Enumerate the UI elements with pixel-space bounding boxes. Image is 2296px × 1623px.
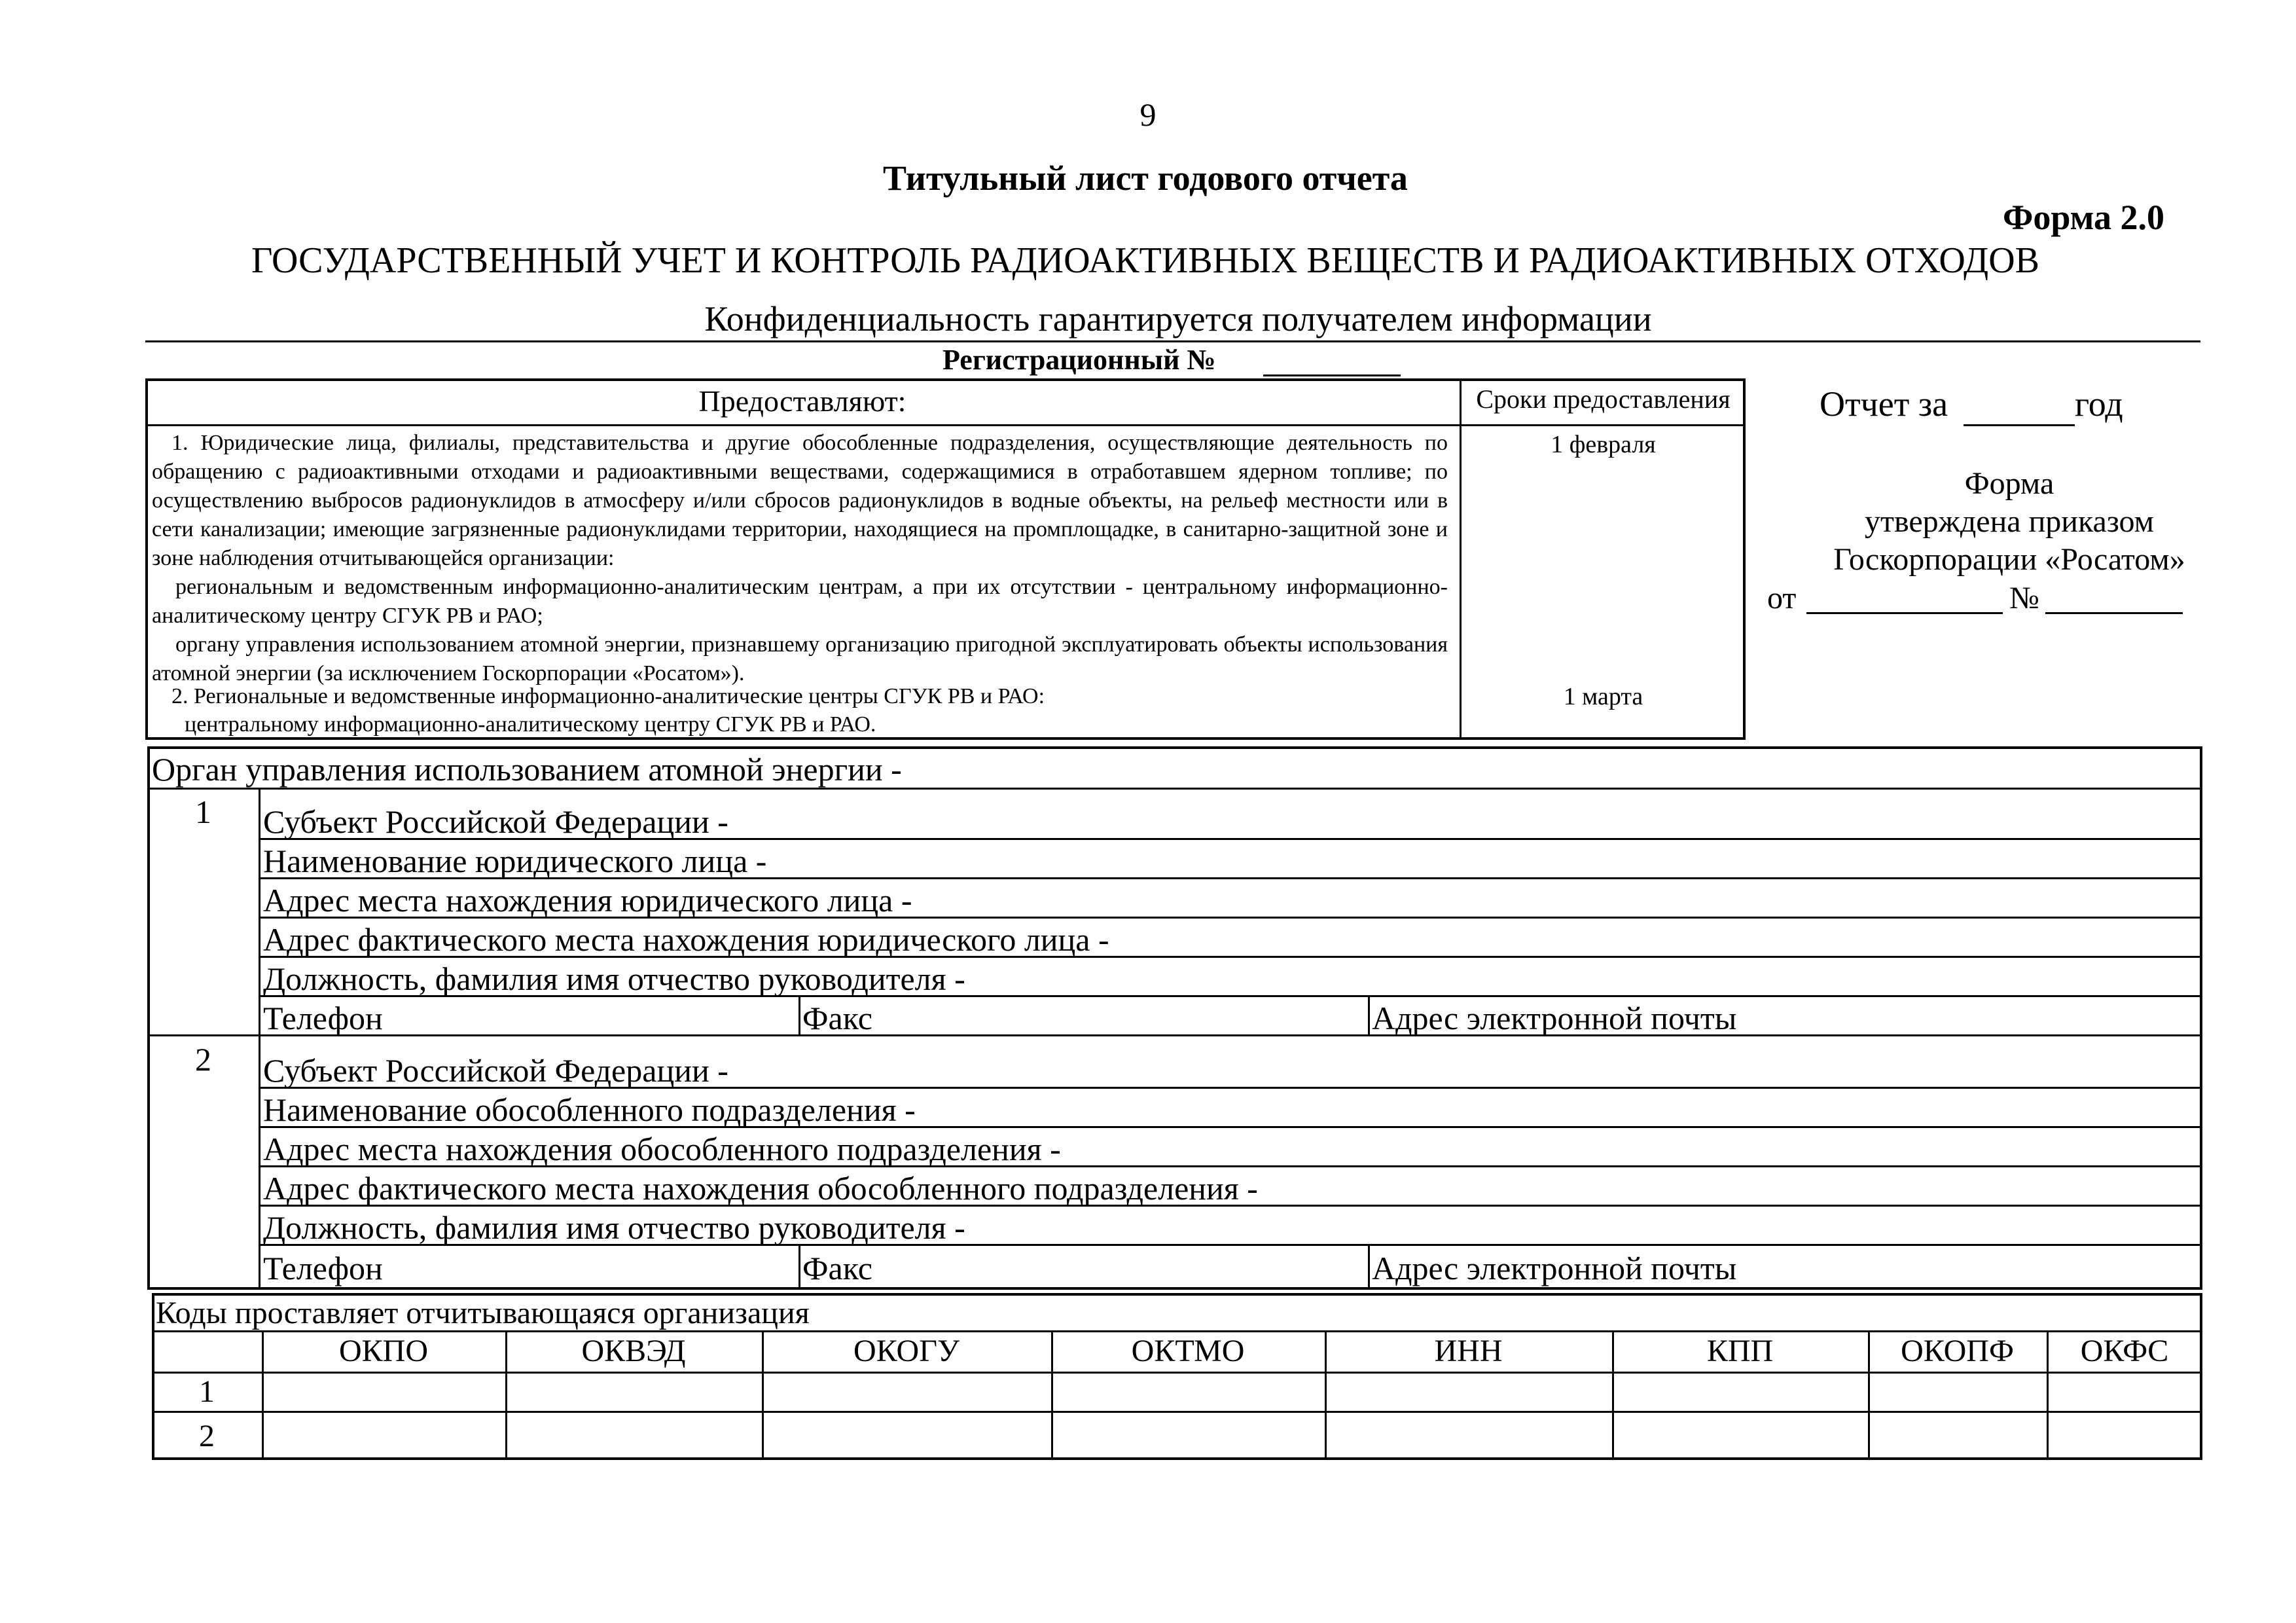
- code-col-okpo: ОКПО: [338, 1334, 428, 1368]
- block-1-email-label: Адрес электронной почты: [1372, 1000, 1737, 1036]
- header-divider: [145, 340, 2200, 342]
- row-line: [259, 1244, 2202, 1246]
- provide-header: Предоставляют:: [698, 384, 906, 418]
- block-2-email-label: Адрес электронной почты: [1372, 1250, 1737, 1286]
- block-1-phone-label: Телефон: [263, 1000, 383, 1036]
- block-1-region: Субъект Российской Федерации -: [263, 803, 728, 840]
- submission-item-1-recipient-2: органу управления использованием атомной энергии, признавшему организацию пригодной эксплуатировать объекты использования атомной энергии (за исключением Госкорпорации «Росатом»).: [152, 632, 1448, 685]
- row-line: [259, 917, 2202, 919]
- form-word: Форма: [1964, 466, 2054, 501]
- code-col-oktmo: ОКТМО: [1131, 1334, 1245, 1368]
- report-year-label: год: [2075, 384, 2123, 424]
- block-1-legal-name: Наименование юридического лица -: [263, 843, 767, 879]
- block-2-director: Должность, фамилия имя отчество руководителя -: [263, 1209, 965, 1246]
- row-line: [259, 1087, 2202, 1089]
- form-label: Форма 2.0: [2003, 198, 2165, 237]
- order-date-blank[interactable]: [1806, 612, 2003, 614]
- submission-item-2: 2. Региональные и ведомственные информационно-аналитические центры СГУК РВ и РАО:: [171, 684, 1045, 708]
- confidentiality-notice: Конфиденциальность гарантируется получателем информации: [704, 299, 1652, 338]
- block-1-actual-address: Адрес фактического места нахождения юридического лица -: [263, 921, 1109, 958]
- row-line: [259, 1126, 2202, 1128]
- block-1-number: 1: [195, 793, 211, 830]
- contact-divider: [1368, 995, 1370, 1034]
- block-2-actual-address: Адрес фактического места нахождения обособленного подразделения -: [263, 1170, 1258, 1207]
- registration-number-blank[interactable]: [1263, 374, 1401, 376]
- main-heading: ГОСУДАРСТВЕННЫЙ УЧЕТ И КОНТРОЛЬ РАДИОАКТИВНЫХ ВЕЩЕСТВ И РАДИОАКТИВНЫХ ОТХОДОВ: [251, 240, 2039, 281]
- approved-by-order: утверждена приказом: [1865, 504, 2154, 539]
- registration-number-label: Регистрационный №: [942, 344, 1216, 376]
- contact-divider: [798, 1244, 800, 1290]
- code-col-kpp: КПП: [1706, 1334, 1774, 1368]
- order-number-blank[interactable]: [2045, 612, 2183, 614]
- row-line: [259, 838, 2202, 840]
- submission-item-1-recipient-1: региональным и ведомственным информационно-аналитическим центрам, а при их отсутствии - центральному информационно-аналитическому центру СГУК РВ и РАО;: [152, 575, 1448, 628]
- deadline-header: Сроки предоставления: [1476, 384, 1731, 414]
- deadline-item-2: 1 марта: [1563, 683, 1643, 710]
- row-line: [259, 956, 2202, 958]
- row-line: [259, 1165, 2202, 1167]
- order-number-sign: №: [2009, 581, 2039, 615]
- codes-row-line: [152, 1411, 2202, 1413]
- codes-table-header: Коды проставляет отчитывающаяся организация: [156, 1296, 810, 1330]
- row-line: [259, 1205, 2202, 1207]
- block-2-unit-address: Адрес места нахождения обособленного подразделения -: [263, 1131, 1061, 1167]
- page-number: 9: [1139, 96, 1157, 133]
- block-2-number: 2: [195, 1041, 211, 1078]
- submission-item-1: 1. Юридические лица, филиалы, представительства и другие обособленные подразделения, осуществляющие деятельность по обращению с радиоактивными отходами и радиоактивными веществами, содержащимися в отработавшем ядерном топливе; по осуществлению выбросов радионуклидов в атмосферу и/или сбросов радионуклидов в водные объекты, на рельеф местности или в сети канализации; имеющие загрязненные радионуклидами территории, находящиеся на промплощадке, в санитарно-защитной зоне и зоне наблюдения отчитывающейся организации:: [152, 431, 1448, 570]
- deadline-item-1: 1 февраля: [1551, 431, 1656, 458]
- organization-number-divider: [259, 788, 260, 1290]
- codes-header-line: [152, 1330, 2202, 1332]
- row-line: [259, 995, 2202, 997]
- block-divider: [147, 1034, 2202, 1036]
- code-col-okogu: ОКОГУ: [853, 1334, 960, 1368]
- block-1-director: Должность, фамилия имя отчество руководителя -: [263, 960, 965, 997]
- contact-divider: [798, 995, 800, 1034]
- report-for-label: Отчет за: [1820, 384, 1948, 424]
- block-2-fax-label: Факс: [802, 1250, 872, 1286]
- block-2-region: Субъект Российской Федерации -: [263, 1052, 728, 1089]
- codes-row-1-number: 1: [199, 1374, 215, 1409]
- block-2-phone-label: Телефон: [263, 1250, 383, 1286]
- block-1-legal-address: Адрес места нахождения юридического лица -: [263, 882, 912, 919]
- codes-row-2-number: 2: [199, 1419, 215, 1453]
- code-col-okved: ОКВЭД: [581, 1334, 686, 1368]
- code-col-okfs: ОКФС: [2080, 1334, 2169, 1368]
- organization-header-line: [147, 788, 2202, 790]
- corporation-name: Госкорпорации «Росатом»: [1833, 542, 2185, 577]
- code-col-inn: ИНН: [1434, 1334, 1503, 1368]
- block-1-fax-label: Факс: [802, 1000, 872, 1036]
- report-year-blank[interactable]: [1964, 424, 2075, 426]
- codes-column-header-line: [152, 1372, 2202, 1374]
- organization-table-header: Орган управления использованием атомной энергии -: [152, 751, 902, 788]
- page-title: Титульный лист годового отчета: [883, 158, 1408, 198]
- order-date-label: от: [1767, 581, 1797, 615]
- submission-item-2-recipient: центральному информационно-аналитическому центру СГУК РВ и РАО.: [185, 712, 876, 737]
- submission-table-header-line: [145, 424, 1746, 426]
- code-col-okopf: ОКОПФ: [1901, 1334, 2014, 1368]
- block-2-unit-name: Наименование обособленного подразделения -: [263, 1091, 916, 1128]
- contact-divider: [1368, 1244, 1370, 1290]
- row-line: [259, 877, 2202, 879]
